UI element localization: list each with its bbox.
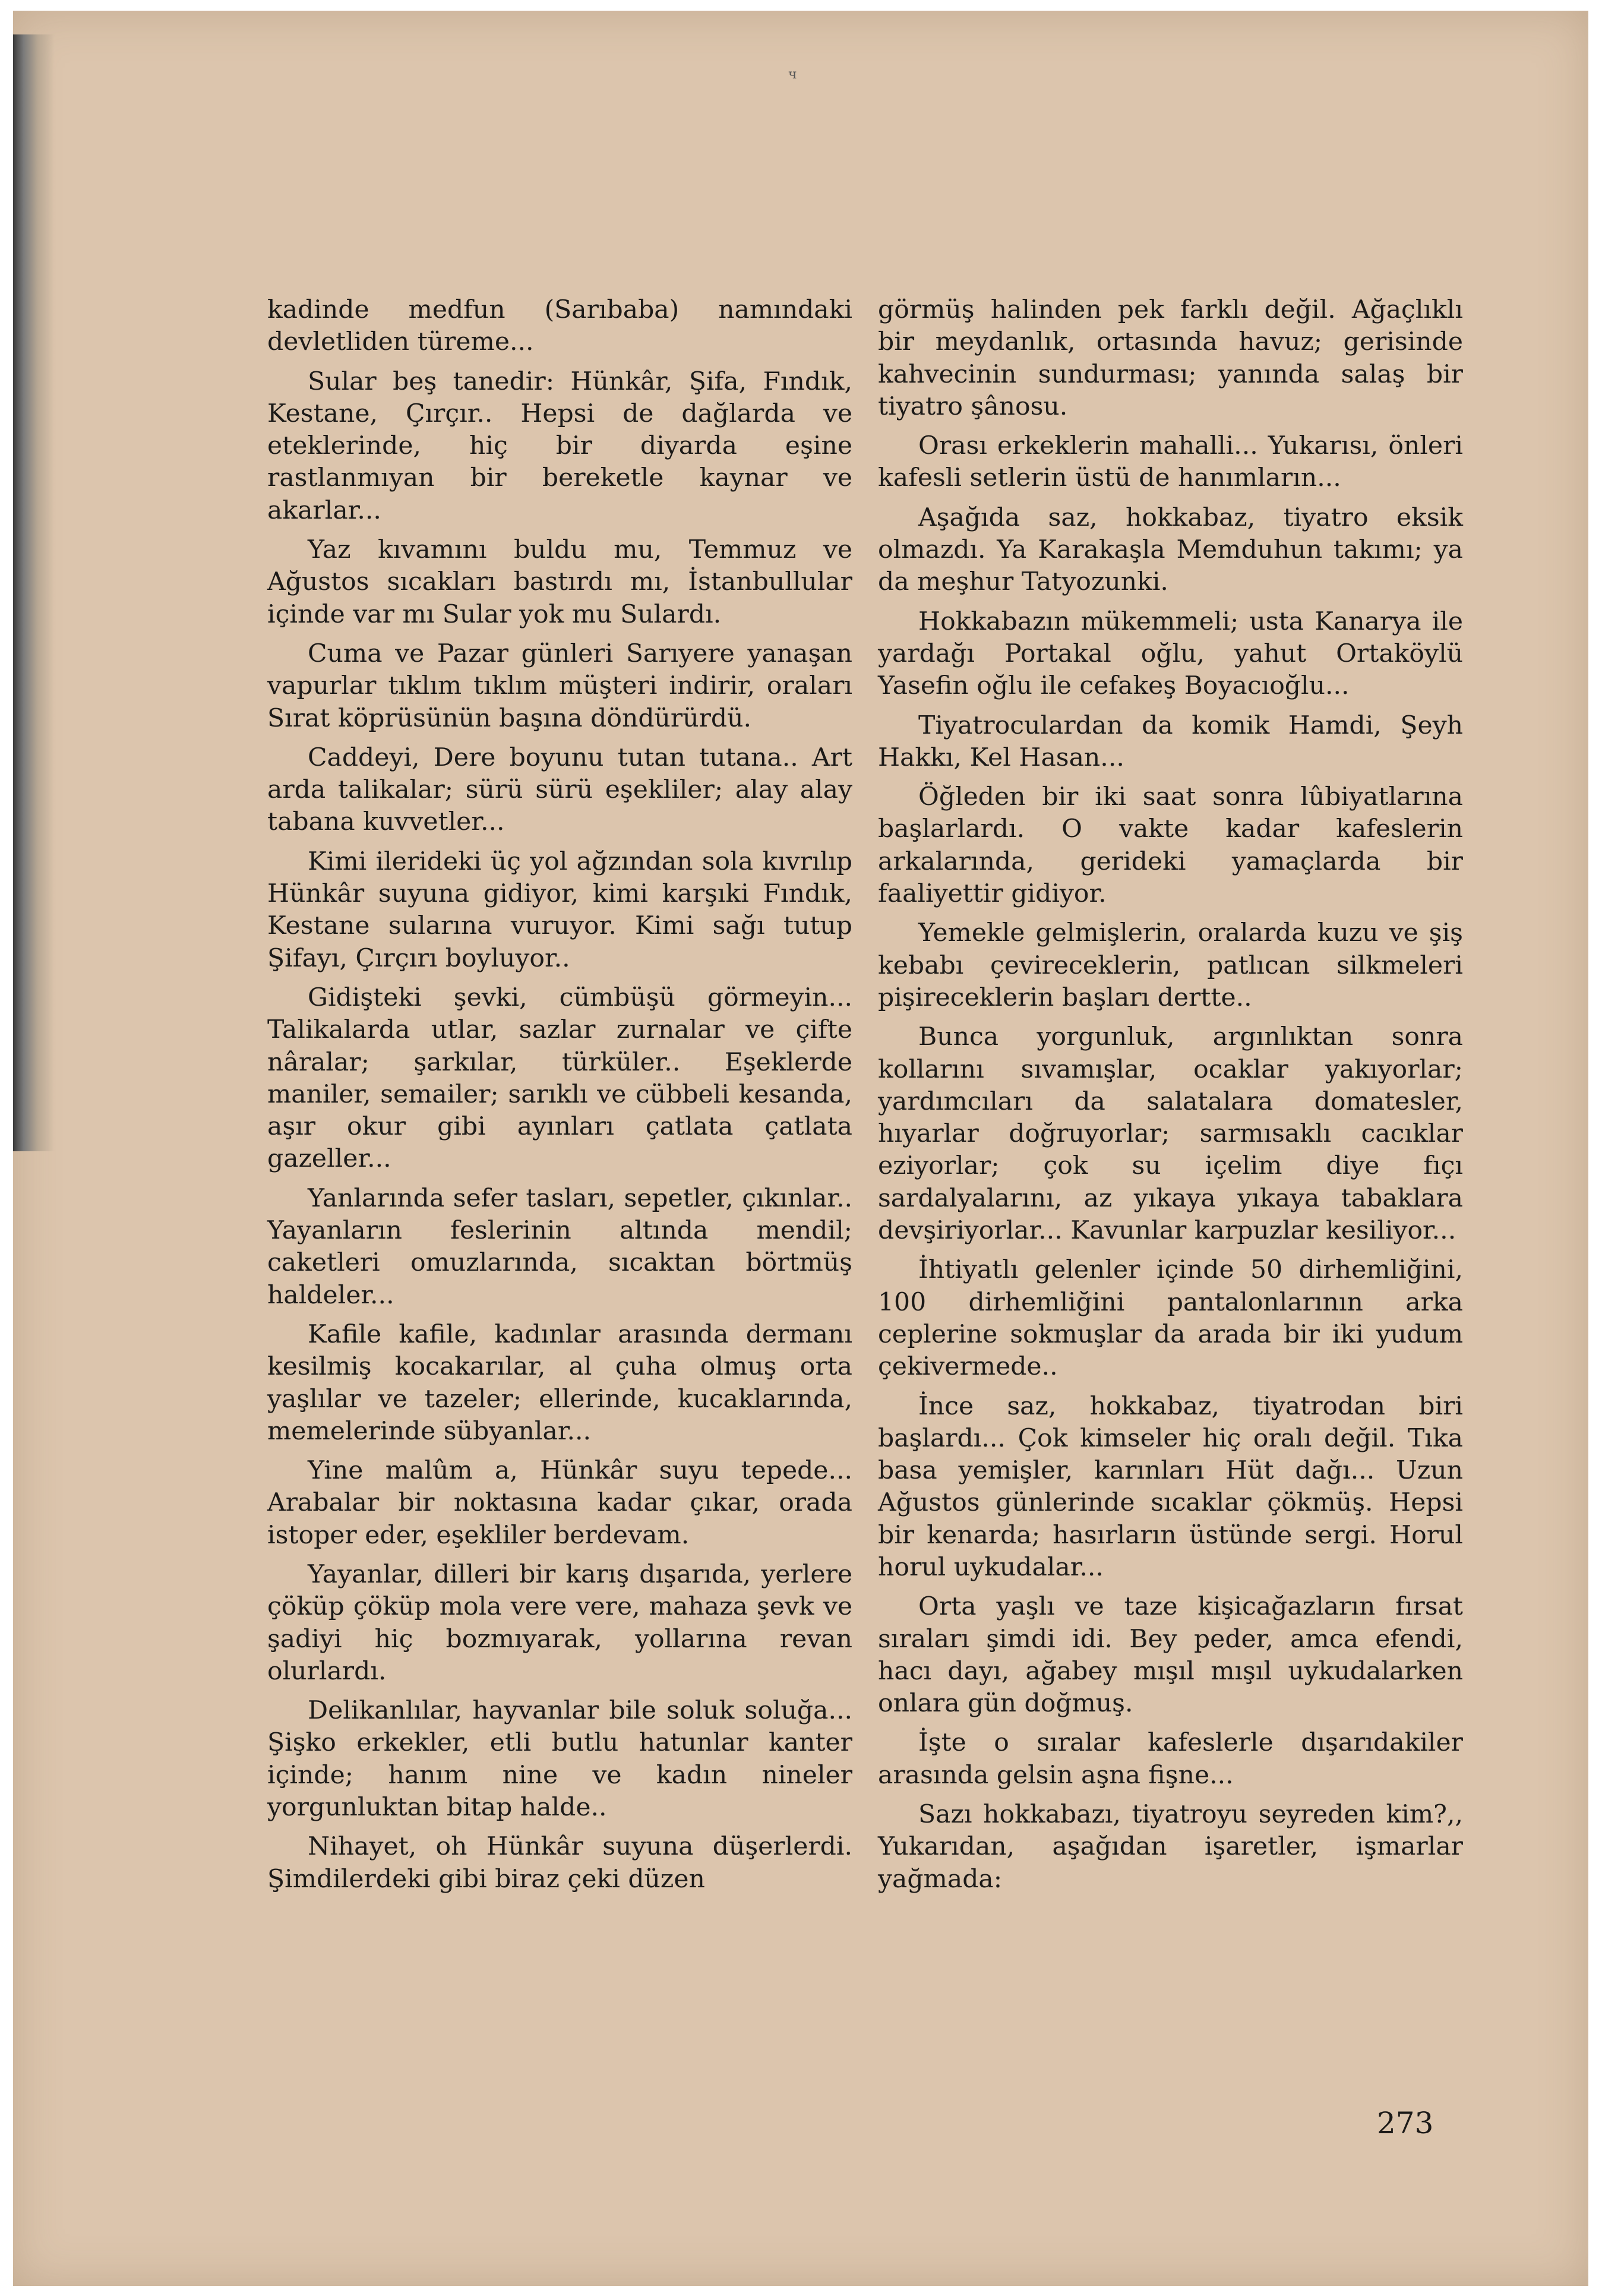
right-column	[878, 294, 1463, 1903]
paragraph: İnce saz, hokkabaz, tiyatrodan biri başlardı... Çok kimseler hiç oralı değil. Tıka basa yemişler, karınları Hüt dağı... Uzun Ağustos günlerinde sıcaklar çökmüş. Hepsi bir kenarda; hasırların üstünde sergi. Horul horul uykudalar...	[878, 1391, 1463, 1582]
paragraph: İhtiyatlı gelenler içinde 50 dirhemliğini, 100 dirhemliğini pantalonlarının arka ceplerine sokmuşlar da arada bir iki yudum çekivermede..	[878, 1255, 1463, 1382]
paragraph: İşte o sıralar kafeslerle dışarıdakiler arasında gelsin aşna fişne...	[878, 1728, 1463, 1790]
paragraph: Yaz kıvamını buldu mu, Temmuz ve Ağustos sıcakları bastırdı mı, İstanbullular içinde var mı Sular yok mu Sulardı.	[267, 535, 852, 629]
paragraph: Orta yaşlı ve taze kişicağazların fırsat sıraları şimdi idi. Bey peder, amca efendi, hacı dayı, ağabey mışıl mışıl uykudalarken onlara gün doğmuş.	[878, 1592, 1463, 1719]
paragraph: Cuma ve Pazar günleri Sarıyere yanaşan vapurlar tıklım tıklım müşteri indirir, oraları Sırat köprüsünün başına döndürürdü.	[267, 639, 852, 733]
paragraph: Hokkabazın mükemmeli; usta Kanarya ile yardağı Portakal oğlu, yahut Ortaköylü Yasefin oğlu ile cefakeş Boyacıoğlu...	[878, 607, 1463, 701]
binding-edge	[13, 34, 55, 1151]
paragraph: Orası erkeklerin mahalli... Yukarısı, önleri kafesli setlerin üstü de hanımların...	[878, 431, 1463, 493]
paragraph: kadinde medfun (Sarıbaba) namındaki devletliden türeme...	[267, 295, 852, 357]
paragraph: Yanlarında sefer tasları, sepetler, çıkınlar.. Yayanların feslerinin altında mendil; caketleri omuzlarında, sıcaktan börtmüş haldeler...	[267, 1183, 852, 1310]
left-column	[267, 294, 852, 1903]
paragraph: Bunca yorgunluk, argınlıktan sonra kollarını sıvamışlar, ocaklar yakıyorlar; yardımcıları da salatalara domatesler, hıyarlar doğruyorlar; sarmısaklı cacıklar eziyorlar; çok su içelim diye fıçı sardalyalarını, az yıkaya yıkaya tabaklara devşiriyorlar... Kavunlar karpuzlar kesiliyor...	[878, 1022, 1463, 1246]
paragraph: Sular beş tanedir: Hünkâr, Şifa, Fındık, Kestane, Çırçır.. Hepsi de dağlarda ve eteklerinde, hiç bir diyarda eşine rastlanmıyan bir bereketle kaynar ve akarlar...	[267, 367, 852, 525]
paragraph: Delikanlılar, hayvanlar bile soluk soluğa... Şişko erkekler, etli butlu hatunlar kanter içinde; hanım nine ve kadın nineler yorgunluktan bitap halde..	[267, 1696, 852, 1823]
paragraph: görmüş halinden pek farklı değil. Ağaçlıklı bir meydanlık, ortasında havuz; gerisinde kahvecinin sundurması; yanında salaş bir tiyatro şânosu.	[878, 295, 1463, 421]
paragraph: Sazı hokkabazı, tiyatroyu seyreden kim?,, Yukarıdan, aşağıdan işaretler, işmarlar yağmada:	[878, 1800, 1463, 1894]
paragraph: Aşağıda saz, hokkabaz, tiyatro eksik olmazdı. Ya Karakaşla Memduhun takımı; ya da meşhur Tatyozunki.	[878, 503, 1463, 597]
paragraph: Caddeyi, Dere boyunu tutan tutana.. Art arda talikalar; sürü sürü eşekliler; alay alay tabana kuvvetler...	[267, 743, 852, 837]
paragraph: Öğleden bir iki saat sonra lûbiyatlarına başlarlardı. O vakte kadar kafeslerin arkalarında, gerideki yamaçlarda bir faaliyettir gidiyor.	[878, 782, 1463, 909]
paragraph: Yayanlar, dilleri bir karış dışarıda, yerlere çöküp çöküp mola vere vere, mahaza şevk ve şadiyi hiç bozmıyarak, yollarına revan olurlardı.	[267, 1559, 852, 1686]
paragraph: Nihayet, oh Hünkâr suyuna düşerlerdi. Şimdilerdeki gibi biraz çeki düzen	[267, 1832, 852, 1894]
paragraph: Gidişteki şevki, cümbüşü görmeyin... Talikalarda utlar, sazlar zurnalar ve çifte nâralar; şarkılar, türküler.. Eşeklerde maniler, semailer; sarıklı ve cübbeli kesanda, aşır okur gibi ayınları çatlata çatlata gazeller...	[267, 983, 852, 1174]
paragraph: Kimi ilerideki üç yol ağzından sola kıvrılıp Hünkâr suyuna gidiyor, kimi karşıki Fındık, Kestane sularına vuruyor. Kimi sağı tutup Şifayı, Çırçırı boyluyor..	[267, 847, 852, 973]
paragraph: Yemekle gelmişlerin, oralarda kuzu ve şiş kebabı çevireceklerin, patlıcan silkmeleri pişireceklerin başları dertte..	[878, 918, 1463, 1012]
paragraph: Tiyatroculardan da komik Hamdi, Şeyh Hakkı, Kel Hasan...	[878, 710, 1463, 772]
page-number: 273	[1377, 2106, 1434, 2140]
top-mark: ч	[788, 67, 797, 82]
paragraph: Kafile kafile, kadınlar arasında dermanı kesilmiş kocakarılar, al çuha olmuş orta yaşlılar ve tazeler; ellerinde, kucaklarında, memelerinde sübyanlar...	[267, 1319, 852, 1446]
paragraph: Yine malûm a, Hünkâr suyu tepede... Arabalar bir noktasına kadar çıkar, orada istoper eder, eşekliler berdevam.	[267, 1456, 852, 1550]
